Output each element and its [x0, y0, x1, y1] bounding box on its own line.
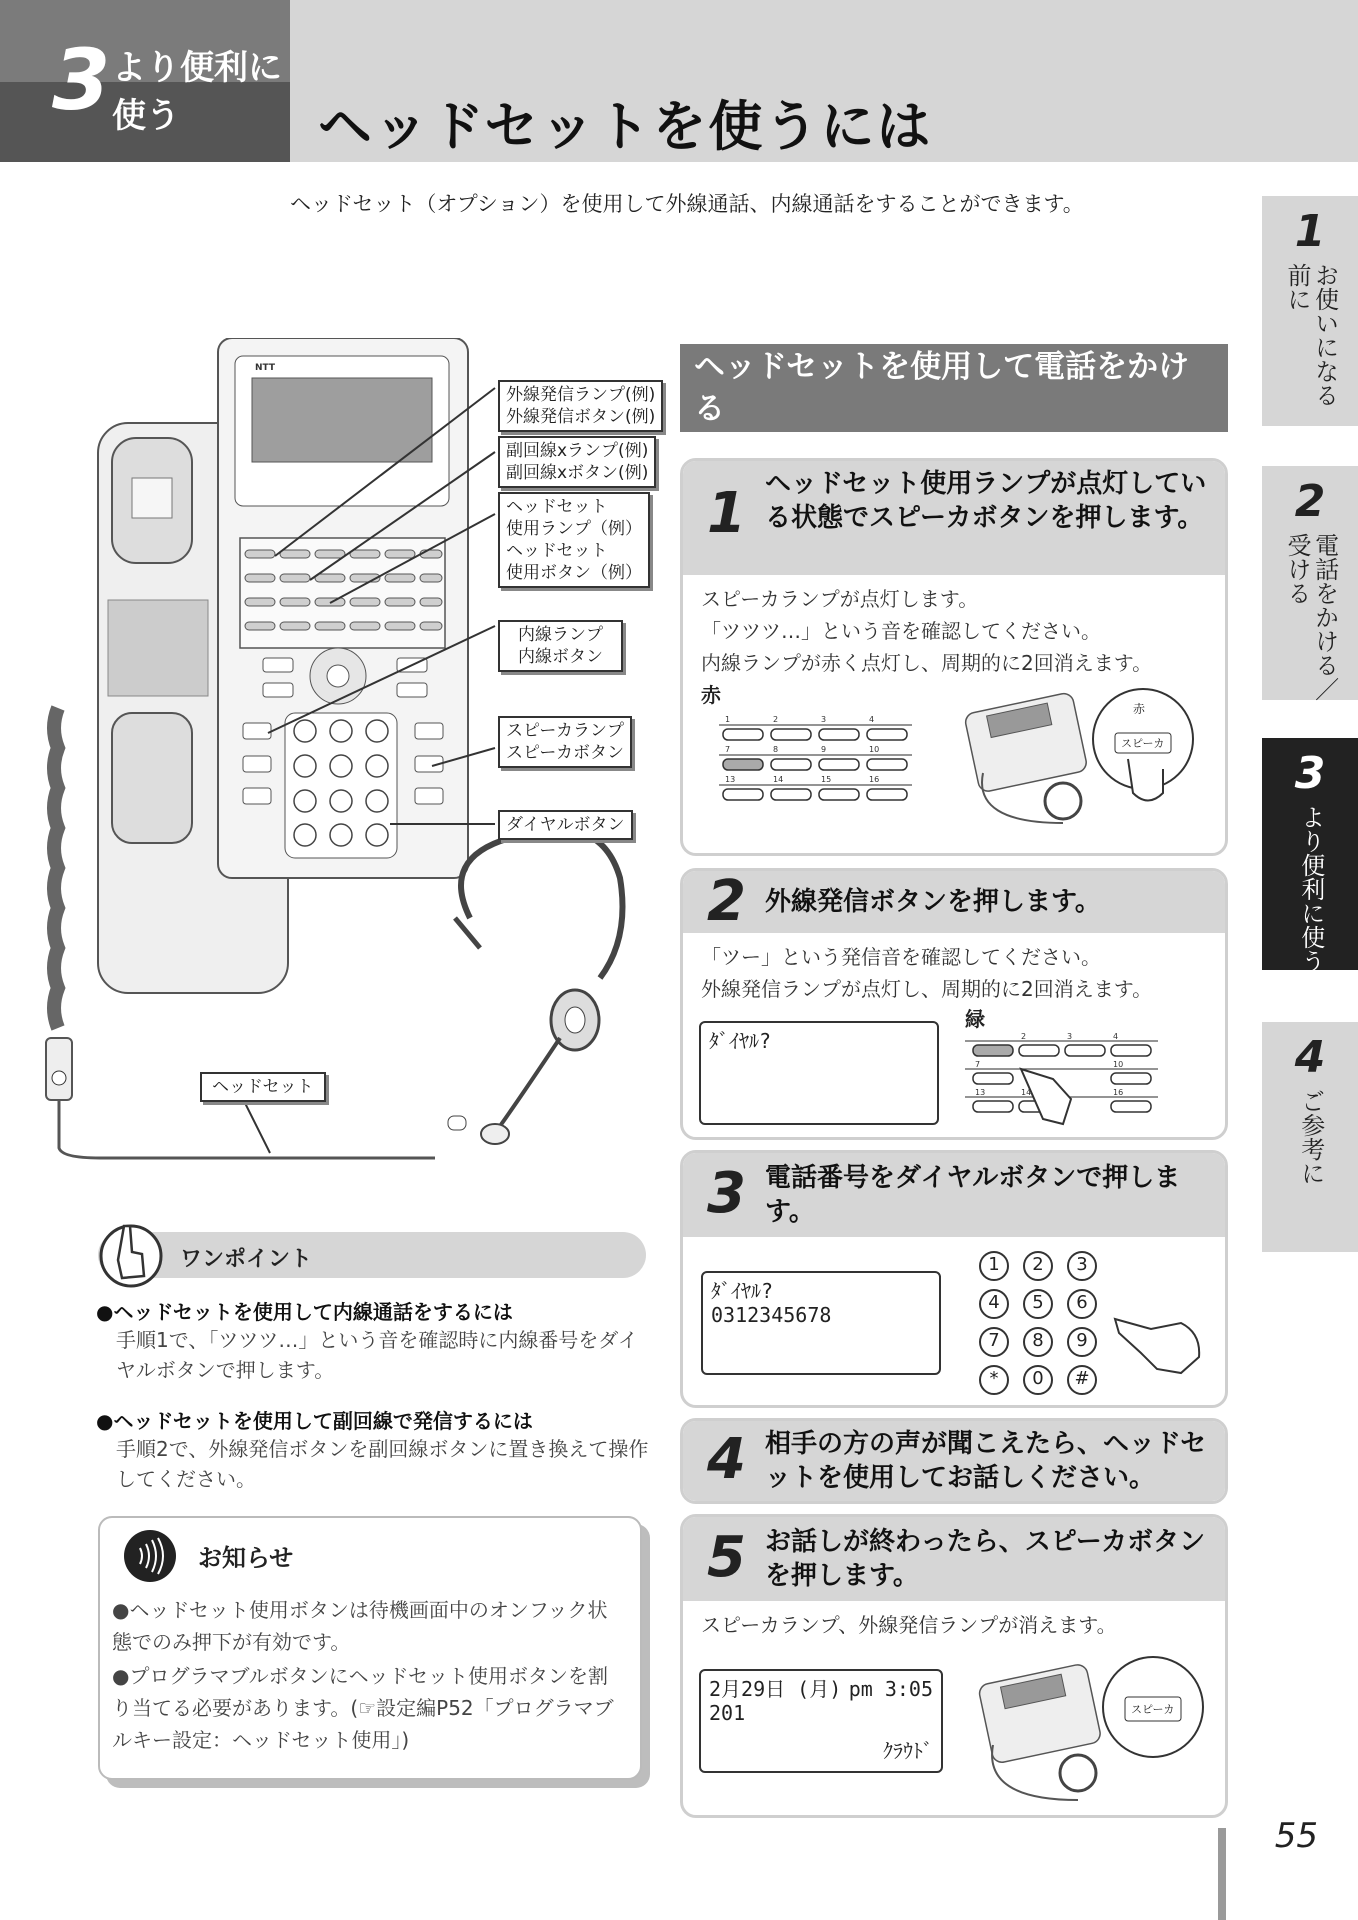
chapter-number: 3: [52, 31, 111, 129]
speaker-button-label: スピーカ: [1121, 737, 1165, 750]
callout-text: 内線ランプ: [518, 625, 603, 645]
lcd-display: [699, 1669, 943, 1773]
side-tab-label: ご参考に: [1296, 1089, 1325, 1185]
lamp-number: 14: [1021, 1088, 1032, 1097]
tip-title: ワンポイント: [180, 1247, 313, 1272]
tip-text: 手順2で、外線発信ボタンを副回線ボタンに置き換えて操作してください。: [116, 1437, 649, 1491]
callout-text: 使用ランプ（例）: [506, 519, 642, 539]
step-text: 「ツツツ…」という音を確認してください。: [701, 619, 1101, 643]
tip-heading: ●ヘッドセットを使用して内線通話をするには: [96, 1300, 513, 1324]
callout-text: 外線発信ボタン(例): [506, 407, 656, 427]
callout-text: 外線発信ランプ(例): [506, 385, 656, 405]
dial-key[interactable]: 7: [979, 1327, 1009, 1357]
dial-key[interactable]: 3: [1067, 1251, 1097, 1281]
step-header: [683, 1153, 1225, 1237]
side-tab-number: 2: [1294, 476, 1326, 527]
step-number: 1: [707, 481, 746, 546]
lamp-number: 15: [821, 775, 832, 784]
side-tab-3[interactable]: [1262, 738, 1358, 973]
step-number: 4: [707, 1427, 746, 1492]
lamp-number: 10: [869, 745, 880, 754]
dial-key[interactable]: 1: [979, 1251, 1009, 1281]
phone-speaker-illustration: [953, 683, 1203, 833]
lamp-number: 1: [725, 715, 731, 724]
dial-key[interactable]: 9: [1067, 1327, 1097, 1357]
dial-key[interactable]: 4: [979, 1289, 1009, 1319]
step-number: 2: [707, 869, 746, 934]
step-title: 電話番号をダイヤルボタンで押します。: [765, 1163, 1181, 1227]
callout-headset: [200, 1072, 326, 1102]
step-body: [683, 1601, 1225, 1649]
step-header: [683, 1517, 1225, 1601]
lcd-display: [701, 1271, 941, 1375]
lcd-display: [699, 1021, 939, 1125]
step-card-1: [680, 458, 1228, 856]
step-title: 相手の方の声が聞こえたら、ヘッドセットを使用してお話しください。: [765, 1429, 1207, 1493]
callout-text: ヘッドセット: [212, 1077, 314, 1097]
lamp-number: 7: [975, 1060, 981, 1069]
chapter-title-line1: より便利に: [112, 48, 282, 88]
step-body: [683, 933, 1225, 1013]
callout-text: ダイヤルボタン: [506, 815, 625, 835]
lamp-row-diagram: [717, 711, 917, 811]
lamp-number: 14: [773, 775, 784, 784]
step-header: [683, 871, 1225, 933]
step-title: ヘッドセット使用ランプが点灯している状態でスピーカボタンを押します。: [765, 469, 1207, 533]
side-tab-label: お使いになる前に: [1283, 263, 1339, 407]
side-tab-number: 4: [1294, 1032, 1326, 1083]
page-number: 55: [1274, 1816, 1318, 1856]
section-heading-text: ヘッドセットを使用して電話をかける: [694, 349, 1190, 427]
step-card-5: [680, 1514, 1228, 1818]
step-text: 「ツー」という発信音を確認してください。: [701, 945, 1101, 969]
callout-text: ヘッドセット: [506, 541, 608, 561]
lamp-number: 3: [821, 715, 827, 724]
page-title: ヘッドセットを使うには: [318, 95, 933, 158]
lamp-row-diagram: [963, 1029, 1163, 1129]
step-number: 5: [707, 1525, 746, 1590]
tip-heading: ●ヘッドセットを使用して副回線で発信するには: [96, 1409, 533, 1433]
lcd-time: pm 3:05: [848, 1677, 933, 1701]
lamp-number: 9: [821, 745, 827, 754]
lcd-date: 2月29日 (月): [709, 1677, 842, 1701]
lamp-number: 3: [1067, 1032, 1073, 1041]
lamp-number: 8: [773, 745, 779, 754]
lcd-text: ﾀﾞｲﾔﾙ?: [711, 1279, 774, 1303]
callout-text: 使用ボタン（例）: [506, 563, 642, 583]
lcd-text: ﾀﾞｲﾔﾙ?: [709, 1029, 772, 1053]
step-text: 内線ランプが赤く点灯し、周期的に2回消えます。: [701, 651, 1153, 675]
side-tab-number: 3: [1294, 748, 1326, 799]
callout-text: スピーカランプ: [506, 721, 624, 741]
dial-key[interactable]: 0: [1023, 1365, 1053, 1395]
notice-item: ●ヘッドセット使用ボタンは待機画面中のオンフック状態でのみ押下が有効です。: [112, 1598, 608, 1654]
lamp-color-label: 緑: [965, 1007, 985, 1031]
lamp-number: 4: [869, 715, 875, 724]
step-text: 外線発信ランプが点灯し、周期的に2回消えます。: [701, 977, 1153, 1001]
step-card-3: [680, 1150, 1228, 1408]
section-heading: [680, 344, 1228, 432]
lamp-number: 16: [1113, 1088, 1124, 1097]
pointing-finger-icon: [96, 1216, 166, 1292]
step-header: [683, 1421, 1225, 1501]
step-card-4: [680, 1418, 1228, 1504]
step-title: お話しが終わったら、スピーカボタンを押します。: [765, 1527, 1206, 1591]
tip-list: [96, 1296, 656, 1494]
dial-key[interactable]: 8: [1023, 1327, 1053, 1357]
lcd-text: 0312345678: [711, 1303, 832, 1327]
side-tab-label: 電話をかける／受ける: [1283, 533, 1339, 701]
callout-speaker: [498, 716, 632, 768]
step-number: 3: [707, 1161, 746, 1226]
lamp-number: 16: [869, 775, 880, 784]
step-card-2: [680, 868, 1228, 1140]
side-tab-label: より便利に使う: [1296, 805, 1325, 973]
speaker-button-label: スピーカ: [1131, 1703, 1175, 1716]
dial-key[interactable]: *: [979, 1365, 1009, 1395]
callout-outside-line: [498, 380, 663, 432]
callout-dial: [498, 810, 633, 840]
lamp-number: 13: [975, 1088, 986, 1097]
side-tab-2[interactable]: [1262, 466, 1358, 700]
lamp-number: 2: [1021, 1032, 1027, 1041]
lamp-number: 13: [725, 775, 736, 784]
callout-headset-lamp: [498, 492, 650, 588]
callout-text: 副回線xボタン(例): [506, 463, 649, 483]
callout-text: スピーカボタン: [506, 743, 624, 763]
lamp-color-label: 赤: [701, 683, 721, 707]
dial-key[interactable]: #: [1067, 1365, 1097, 1395]
page-number-bar: [1218, 1828, 1226, 1920]
lamp-number: 2: [773, 715, 779, 724]
side-tab-4[interactable]: [1262, 1022, 1358, 1252]
pointing-hand-icon: [1111, 1303, 1211, 1383]
lamp-number: 7: [725, 745, 731, 754]
notice-item: ●プログラマブルボタンにヘッドセット使用ボタンを割り当てる必要があります。(☞設定編P52「プログラマブルキー設定：ヘッドセット使用」): [112, 1664, 614, 1752]
sound-icon: [122, 1528, 178, 1584]
intro-text: ヘッドセット（オプション）を使用して外線通話、内線通話をすることができます。: [290, 192, 1084, 216]
step-title: 外線発信ボタンを押します。: [765, 887, 1101, 917]
chapter-title-line2: 使う: [112, 96, 180, 136]
lcd-extension: 201: [709, 1701, 746, 1725]
speaker-lamp-color: 赤: [1133, 702, 1146, 716]
callout-text: 内線ボタン: [518, 647, 603, 667]
dial-key[interactable]: 5: [1023, 1289, 1053, 1319]
step-text: スピーカランプが点灯します。: [701, 587, 979, 611]
svg-text:NTT: NTT: [255, 363, 276, 373]
step-text: スピーカランプ、外線発信ランプが消えます。: [701, 1613, 1117, 1637]
tip-text: 手順1で、「ツツツ…」という音を確認時に内線番号をダイヤルボタンで押します。: [116, 1328, 638, 1382]
callout-naisen: [498, 620, 623, 672]
phone-speaker-illustration: [963, 1645, 1213, 1810]
callout-sub-line: [498, 436, 656, 488]
side-tab-1[interactable]: [1262, 196, 1358, 426]
notice-list: [112, 1594, 622, 1756]
callout-text: ヘッドセット: [506, 497, 608, 517]
step-header: [683, 461, 1225, 575]
lamp-number: 10: [1113, 1060, 1124, 1069]
dial-key[interactable]: 2: [1023, 1251, 1053, 1281]
dial-key[interactable]: 6: [1067, 1289, 1097, 1319]
lamp-number: 4: [1113, 1032, 1119, 1041]
notice-title: お知らせ: [198, 1544, 294, 1572]
callout-text: 副回線xランプ(例): [506, 441, 649, 461]
lcd-service: ｸﾗｳﾄﾞ: [883, 1739, 933, 1763]
side-tab-number: 1: [1294, 206, 1326, 257]
